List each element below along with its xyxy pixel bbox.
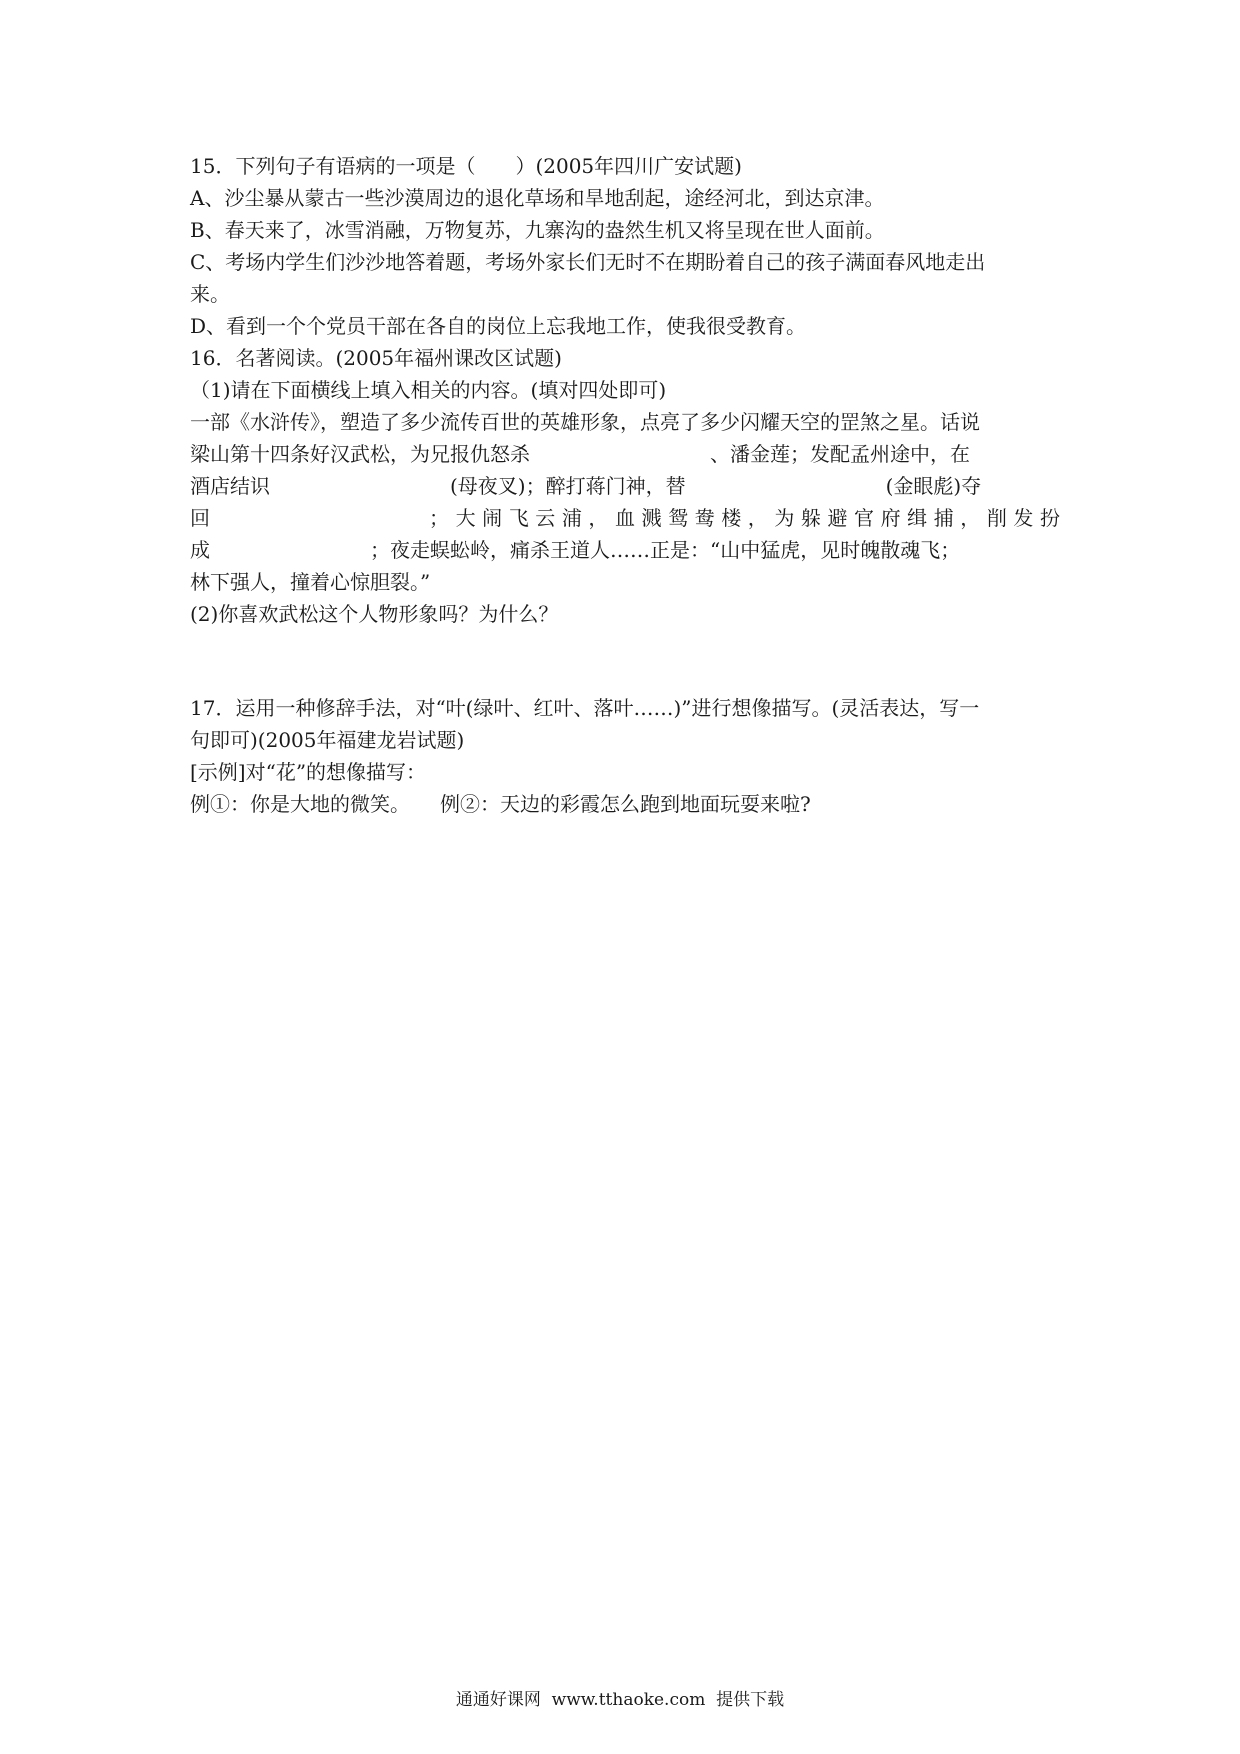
q16-passage-line1: 一部《水浒传》，塑造了多少流传百世的英雄形象，点亮了多少闪耀天空的罡煞之星。话说 bbox=[190, 410, 980, 434]
q15-option-b: B、春天来了，冰雪消融，万物复苏，九寨沟的盎然生机又将呈现在世人面前。 bbox=[190, 218, 885, 242]
q17-examples: 例①：你是大地的微笑。 例②：天边的彩霞怎么跑到地面玩耍来啦? bbox=[190, 792, 811, 816]
q16-stem: 16．名著阅读。(2005年福州课改区试题) bbox=[190, 346, 562, 370]
exam-page bbox=[190, 150, 1060, 820]
q16-passage-line6: 林下强人，撞着心惊胆裂。” bbox=[190, 570, 431, 594]
q16-passage-line5: 成 ；夜走蜈蚣岭，痛杀王道人……正是：“山中猛虎，见时魄散魂飞； bbox=[190, 538, 961, 562]
q15-option-c-line2: 来。 bbox=[190, 282, 230, 306]
page-footer: 通通好课网 www.tthaoke.com 提供下载 bbox=[455, 1690, 785, 1710]
q16-passage-line3: 酒店结识 (母夜叉)；醉打蒋门神，替 (金眼彪)夺 bbox=[190, 474, 982, 498]
q17-stem-line2: 句即可)(2005年福建龙岩试题) bbox=[190, 728, 465, 752]
q16-passage-line4: 回 ；大闹飞云浦，血溅鸳鸯楼，为躲避官府缉捕，削发扮 bbox=[190, 506, 1060, 530]
q16-passage-line2: 梁山第十四条好汉武松，为兄报仇怒杀 、潘金莲；发配孟州途中，在 bbox=[190, 442, 970, 466]
q17-stem-line1: 17．运用一种修辞手法，对“叶(绿叶、红叶、落叶……)”进行想像描写。(灵活表达，写一 bbox=[190, 696, 980, 720]
q15-option-c-line1: C、考场内学生们沙沙地答着题，考场外家长们无时不在期盼着自己的孩子满面春风地走出 bbox=[190, 250, 986, 274]
q16-part2-question: (2)你喜欢武松这个人物形象吗？为什么？ bbox=[190, 602, 559, 626]
answer-space bbox=[190, 630, 1060, 662]
answer-space bbox=[190, 662, 1060, 692]
q15-stem: 15．下列句子有语病的一项是（ ）(2005年四川广安试题) bbox=[190, 154, 742, 178]
q16-part1-instruction: （1)请在下面横线上填入相关的内容。(填对四处即可) bbox=[190, 378, 667, 402]
q15-option-d: D、看到一个个党员干部在各自的岗位上忘我地工作，使我很受教育。 bbox=[190, 314, 807, 338]
q17-example-label: [示例]对“花”的想像描写： bbox=[190, 760, 427, 784]
q15-option-a: A、沙尘暴从蒙古一些沙漠周边的退化草场和旱地刮起，途经河北，到达京津。 bbox=[190, 186, 885, 210]
